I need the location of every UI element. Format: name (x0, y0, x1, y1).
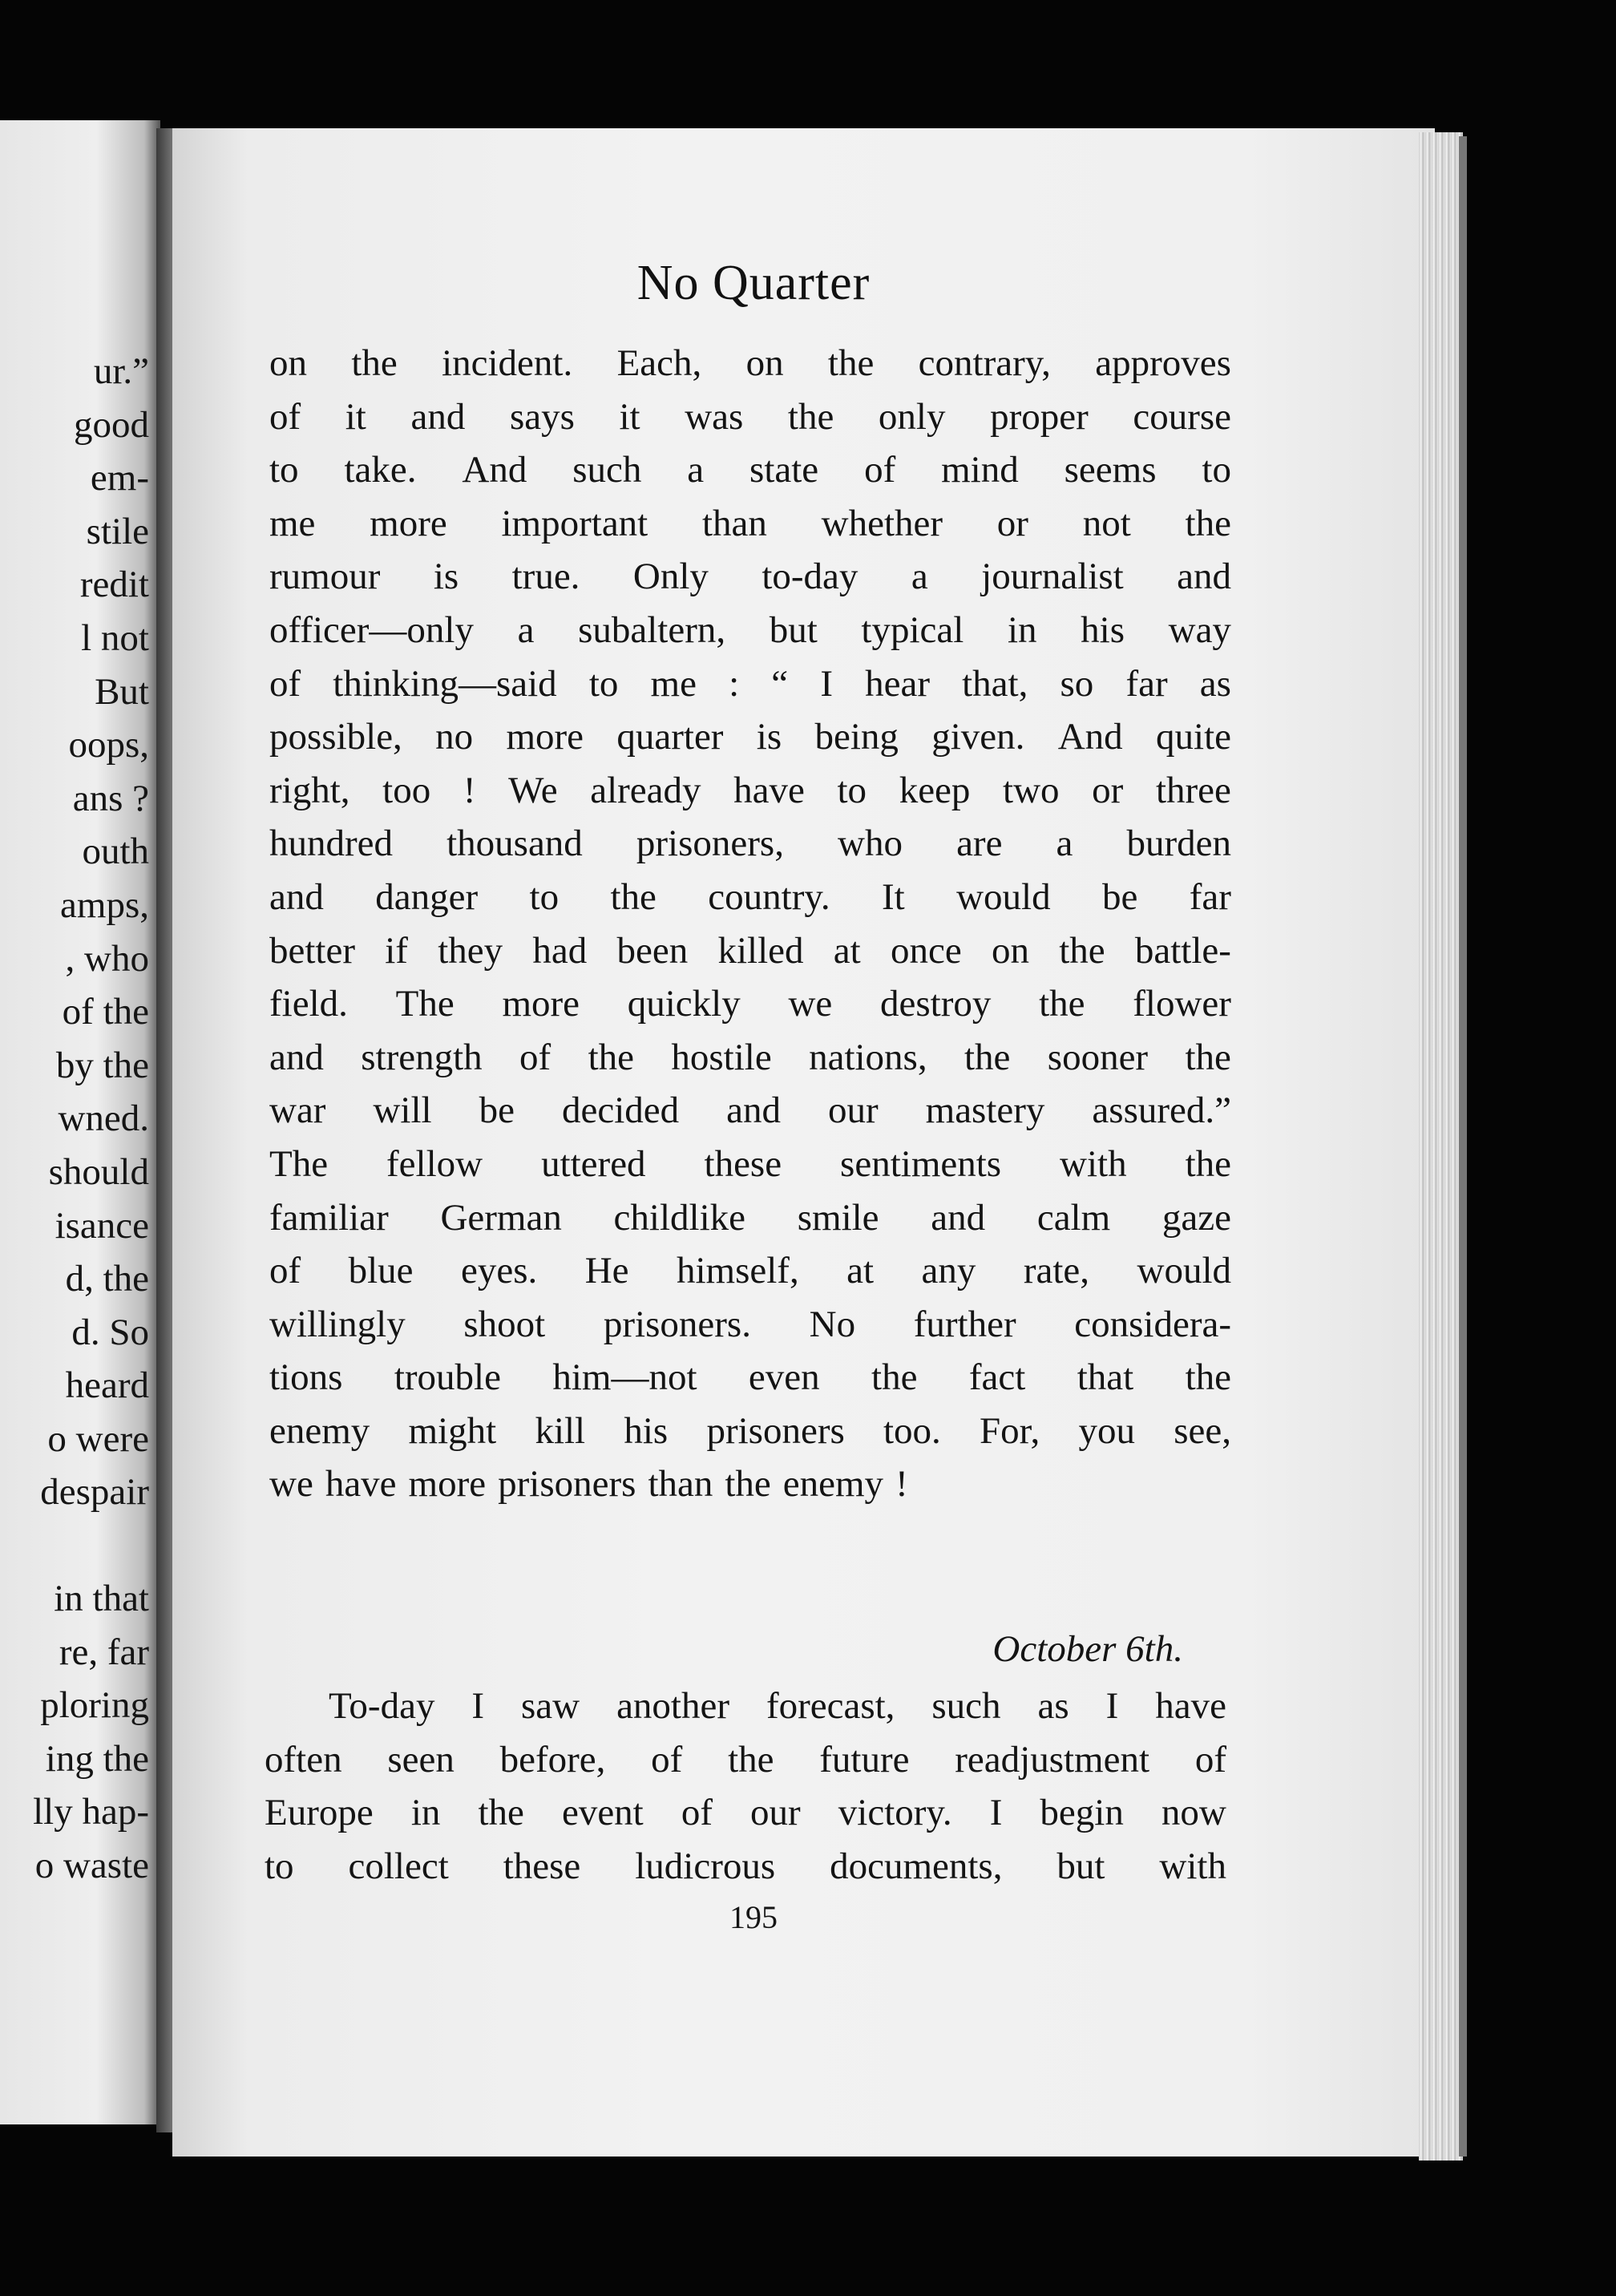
previous-page-line: d. So (71, 1311, 149, 1353)
previous-page-line: despair (40, 1471, 149, 1514)
text-line: and danger to the country. It would be far (269, 875, 1231, 918)
previous-page-line: ing the (45, 1737, 149, 1780)
text-line: to take. And such a state of mind seems to (269, 449, 1231, 491)
previous-page-line: outh (82, 831, 149, 873)
body-paragraph-2 (265, 1680, 1226, 1893)
text-line: hundred thousand prisoners, who are a burden (269, 823, 1231, 865)
text-line: war will be decided and our mastery assured.” (269, 1089, 1231, 1132)
text-line: we have more prisoners than the enemy ! (269, 1463, 908, 1506)
previous-page-line: o waste (34, 1845, 149, 1887)
text-line: of it and says it was the only proper course (269, 395, 1231, 438)
text-line: familiar German childlike smile and calm gaze (269, 1196, 1231, 1239)
previous-page-line: ur.” (93, 350, 149, 392)
previous-page-line: by the (55, 1044, 149, 1086)
previous-page-line: But (95, 670, 149, 713)
previous-page-line: d, the (65, 1258, 149, 1300)
previous-page-line: in that (54, 1578, 149, 1620)
text-line: tions trouble him—not even the fact that the (269, 1356, 1231, 1399)
previous-page-line: ans ? (72, 777, 149, 819)
text-line: me more important than whether or not the (269, 502, 1231, 544)
text-line: rumour is true. Only to-day a journalist and (269, 556, 1231, 598)
previous-page-line: redit (79, 564, 149, 606)
text-line: willingly shoot prisoners. No further considera- (269, 1303, 1231, 1345)
previous-page-text (0, 345, 149, 1893)
previous-page-line: lly hap- (33, 1791, 149, 1833)
previous-page-edge (0, 120, 160, 2124)
previous-page-line: oops, (68, 724, 149, 766)
previous-page-line: should (48, 1150, 149, 1193)
text-line: To-day I saw another forecast, such as I have (329, 1685, 1226, 1727)
previous-page-line: , who (65, 937, 149, 980)
text-line: officer—only a subaltern, but typical in his way (269, 608, 1231, 651)
running-head: No Quarter (636, 256, 871, 310)
text-line: and strength of the hostile nations, the sooner the (269, 1036, 1231, 1078)
text-line: Europe in the event of our victory. I begin now (265, 1792, 1226, 1834)
page-stack-shadow (1459, 136, 1467, 2157)
text-line: enemy might kill his prisoners too. For, you see, (269, 1409, 1231, 1452)
page-stack-edges (1419, 132, 1463, 2161)
text-line: possible, no more quarter is being given. And quite (269, 716, 1231, 758)
previous-page-line: wned. (58, 1097, 149, 1140)
text-line: field. The more quickly we destroy the flower (269, 983, 1231, 1025)
text-line: The fellow uttered these sentiments with the (269, 1142, 1231, 1185)
text-line: of blue eyes. He himself, at any rate, would (269, 1250, 1231, 1292)
previous-page-line: heard (65, 1364, 149, 1407)
previous-page-line: good (74, 403, 149, 446)
previous-page-line: amps, (60, 883, 149, 926)
previous-page-line: l not (81, 616, 149, 659)
previous-page-line: re, far (59, 1631, 149, 1673)
text-line: better if they had been killed at once on the battle- (269, 929, 1231, 972)
previous-page-line: of the (62, 991, 149, 1033)
text-line: right, too ! We already have to keep two or three (269, 769, 1231, 811)
text-line: of thinking—said to me : “ I hear that, so far as (269, 662, 1231, 705)
page-number: 195 (729, 1899, 778, 1935)
date-heading: October 6th. (992, 1628, 1183, 1670)
previous-page-line: isance (55, 1204, 149, 1247)
previous-page-line: em- (90, 457, 149, 499)
previous-page-line: ploring (40, 1684, 149, 1727)
previous-page-line: stile (86, 510, 149, 552)
previous-page-line: o were (47, 1417, 149, 1460)
body-paragraph-1 (269, 337, 1231, 1511)
text-line: on the incident. Each, on the contrary, approves (269, 342, 1231, 384)
text-line: to collect these ludicrous documents, but with (265, 1845, 1226, 1887)
text-line: often seen before, of the future readjustment of (265, 1738, 1226, 1781)
